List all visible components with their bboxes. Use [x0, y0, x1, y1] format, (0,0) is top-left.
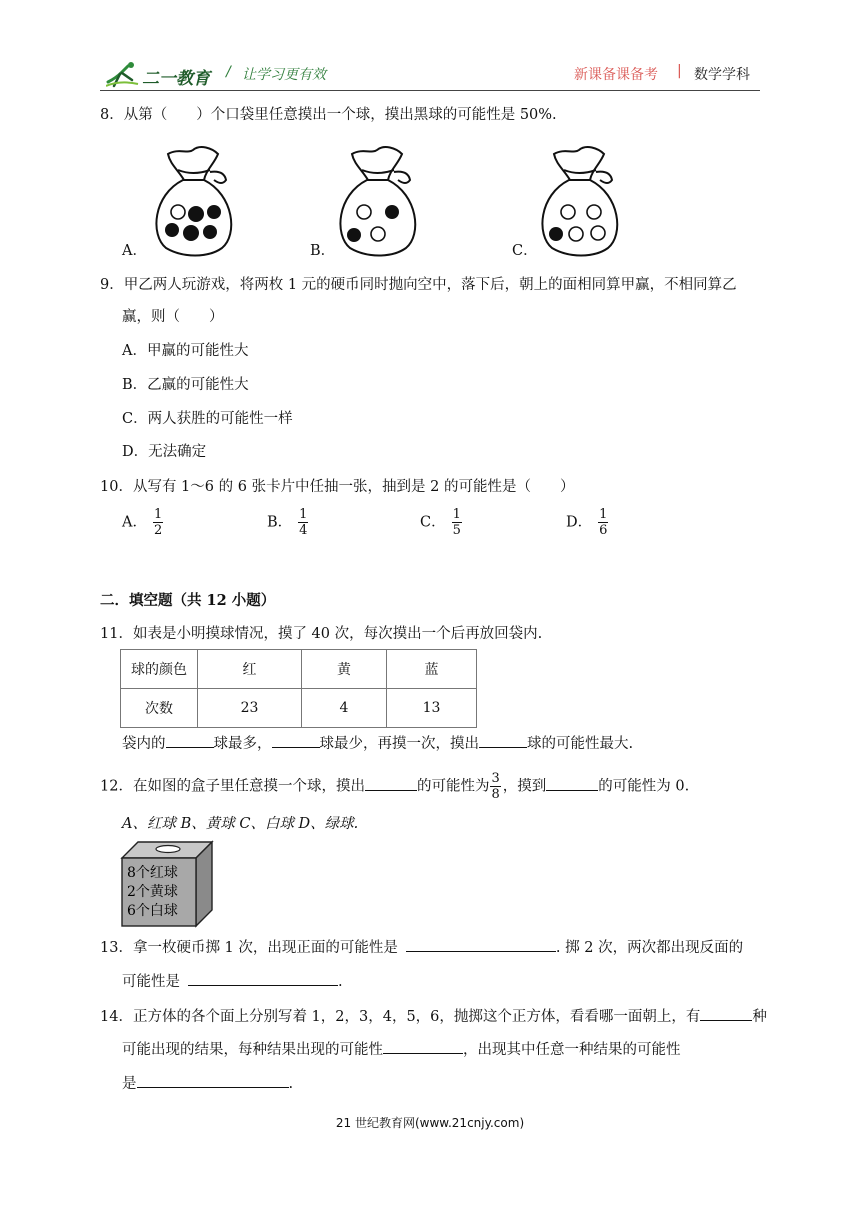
text-segment: 球最多， — [213, 736, 272, 752]
question-10-text: 10．从写有 1～6 的 6 张卡片中任抽一张，抽到是 2 的可能性是（ ） — [100, 479, 575, 495]
option-label-b: B． — [310, 243, 336, 259]
bag-b-image — [332, 140, 422, 260]
header-divider — [100, 90, 760, 91]
text-segment: 13．拿一枚硬币掷 1 次，出现正面的可能性是 — [100, 940, 398, 956]
option-label-c: C． — [512, 243, 538, 259]
text-segment: ，摸到 — [502, 778, 547, 795]
header-slash: / — [226, 64, 231, 80]
table-cell: 次数 — [121, 689, 198, 728]
text-segment: 可能出现的结果，每种结果出现的可能性 — [122, 1042, 383, 1058]
text-segment: . — [338, 974, 343, 990]
text-segment: 球最少，再摸一次，摸出 — [319, 736, 479, 752]
fraction-numerator: 3 — [491, 771, 500, 786]
question-10-option-a — [122, 508, 163, 537]
bag-c-image — [534, 140, 624, 260]
table-row — [121, 689, 477, 728]
fraction-numerator: 1 — [153, 507, 163, 522]
section-2-title: 二．填空题（共 12 小题） — [100, 592, 276, 609]
text-segment: . — [288, 1076, 294, 1092]
question-13-line1 — [100, 937, 743, 959]
answer-blank[interactable] — [137, 1073, 289, 1088]
fraction-numerator: 1 — [299, 507, 308, 522]
table-row — [121, 650, 477, 689]
question-8-text: 8．从第（ ）个口袋里任意摸出一个球，摸出黑球的可能性是 50%. — [100, 107, 557, 123]
bag-a-image — [148, 140, 238, 260]
page-footer: 21 世纪教育网(www.21cnjy.com) — [335, 1116, 525, 1130]
fraction — [490, 772, 500, 801]
option-label: C． — [420, 514, 446, 531]
table-header-cell: 黄 — [302, 650, 387, 689]
header-slogan: 让学习更有效 — [242, 67, 326, 83]
answer-blank[interactable] — [365, 776, 417, 791]
text-segment: 可能性是 — [122, 974, 180, 990]
answer-blank[interactable] — [406, 937, 556, 952]
text-segment: 袋内的 — [122, 736, 166, 752]
answer-blank[interactable] — [479, 733, 527, 748]
header — [100, 56, 760, 92]
answer-blank[interactable] — [700, 1006, 752, 1021]
fraction-denominator: 8 — [491, 787, 500, 802]
header-course: 新课备课备考 — [574, 67, 658, 83]
text-segment: 14．正方体的各个面上分别写着 1，2，3，4，5，6，抛掷这个正方体，看看哪一面朝上，有 — [100, 1009, 701, 1025]
answer-blank[interactable] — [166, 733, 214, 748]
question-11-fill-line — [122, 733, 633, 755]
question-13-line2 — [122, 971, 343, 993]
option-label: D． — [566, 514, 593, 531]
header-separator: | — [677, 63, 682, 79]
table-header-cell: 红 — [198, 650, 302, 689]
table-cell: 13 — [387, 689, 477, 728]
fraction-numerator: 1 — [599, 507, 608, 522]
box-line-1: 8个红球 — [127, 865, 178, 881]
question-14-line2 — [122, 1039, 681, 1061]
fraction — [153, 508, 163, 537]
fraction-denominator: 2 — [153, 523, 163, 538]
text-segment: 球的可能性最大. — [527, 736, 634, 752]
header-subject: 数学学科 — [694, 67, 750, 83]
question-9-line2: 赢，则（ ） — [122, 309, 224, 325]
question-11-text: 11．如表是小明摸球情况，摸了 40 次，每次摸出一个后再放回袋内. — [100, 626, 543, 642]
ball-count-table — [120, 649, 477, 728]
fraction — [452, 508, 462, 537]
table-header-cell: 球的颜色 — [121, 650, 198, 689]
box-line-3: 6个白球 — [127, 903, 178, 919]
option-label: A． — [122, 514, 147, 531]
answer-blank[interactable] — [188, 971, 338, 986]
question-9-option-c: C．两人获胜的可能性一样 — [122, 411, 293, 427]
fraction — [598, 508, 608, 537]
fraction — [298, 508, 308, 537]
fraction-denominator: 5 — [452, 523, 461, 538]
question-14-line3 — [122, 1073, 293, 1095]
text-segment: ，出现其中任意一种结果的可能性 — [463, 1042, 681, 1058]
text-segment: 种 — [752, 1009, 767, 1025]
question-9-option-b: B．乙赢的可能性大 — [122, 377, 249, 393]
fraction-numerator: 1 — [452, 507, 461, 522]
question-9-line1: 9．甲乙两人玩游戏，将两枚 1 元的硬币同时抛向空中，落下后，朝上的面相同算甲赢，不相同算乙 — [100, 277, 737, 293]
ball-box-image — [120, 840, 216, 928]
question-10-option-b — [267, 508, 308, 537]
answer-blank[interactable] — [272, 733, 320, 748]
question-10-option-c — [420, 508, 462, 537]
question-9-option-d: D．无法确定 — [122, 444, 207, 460]
fraction-denominator: 4 — [299, 523, 308, 538]
table-cell: 4 — [302, 689, 387, 728]
answer-blank[interactable] — [546, 776, 598, 791]
text-segment: 的可能性为 0. — [598, 778, 690, 795]
text-segment: 12．在如图的盒子里任意摸一个球，摸出 — [100, 778, 365, 795]
logo-text: 二一教育 — [142, 69, 210, 89]
question-14-line1 — [100, 1006, 767, 1028]
table-header-cell: 蓝 — [387, 650, 477, 689]
question-12-text — [100, 772, 689, 801]
option-label-a: A． — [122, 243, 147, 259]
option-label: B． — [267, 514, 293, 531]
answer-blank[interactable] — [383, 1039, 463, 1054]
table-cell: 23 — [198, 689, 302, 728]
text-segment: 的可能性为 — [416, 778, 490, 795]
question-12-choices: A、红球 B、黄球 C、白球 D、绿球. — [122, 816, 359, 832]
question-9-option-a: A．甲赢的可能性大 — [122, 343, 249, 359]
text-segment: . 掷 2 次，两次都出现反面的 — [555, 940, 744, 956]
box-line-2: 2个黄球 — [127, 884, 178, 900]
question-10-option-d — [566, 508, 608, 537]
text-segment: 是 — [122, 1076, 137, 1092]
runner-logo-icon — [106, 60, 140, 88]
fraction-denominator: 6 — [599, 523, 608, 538]
